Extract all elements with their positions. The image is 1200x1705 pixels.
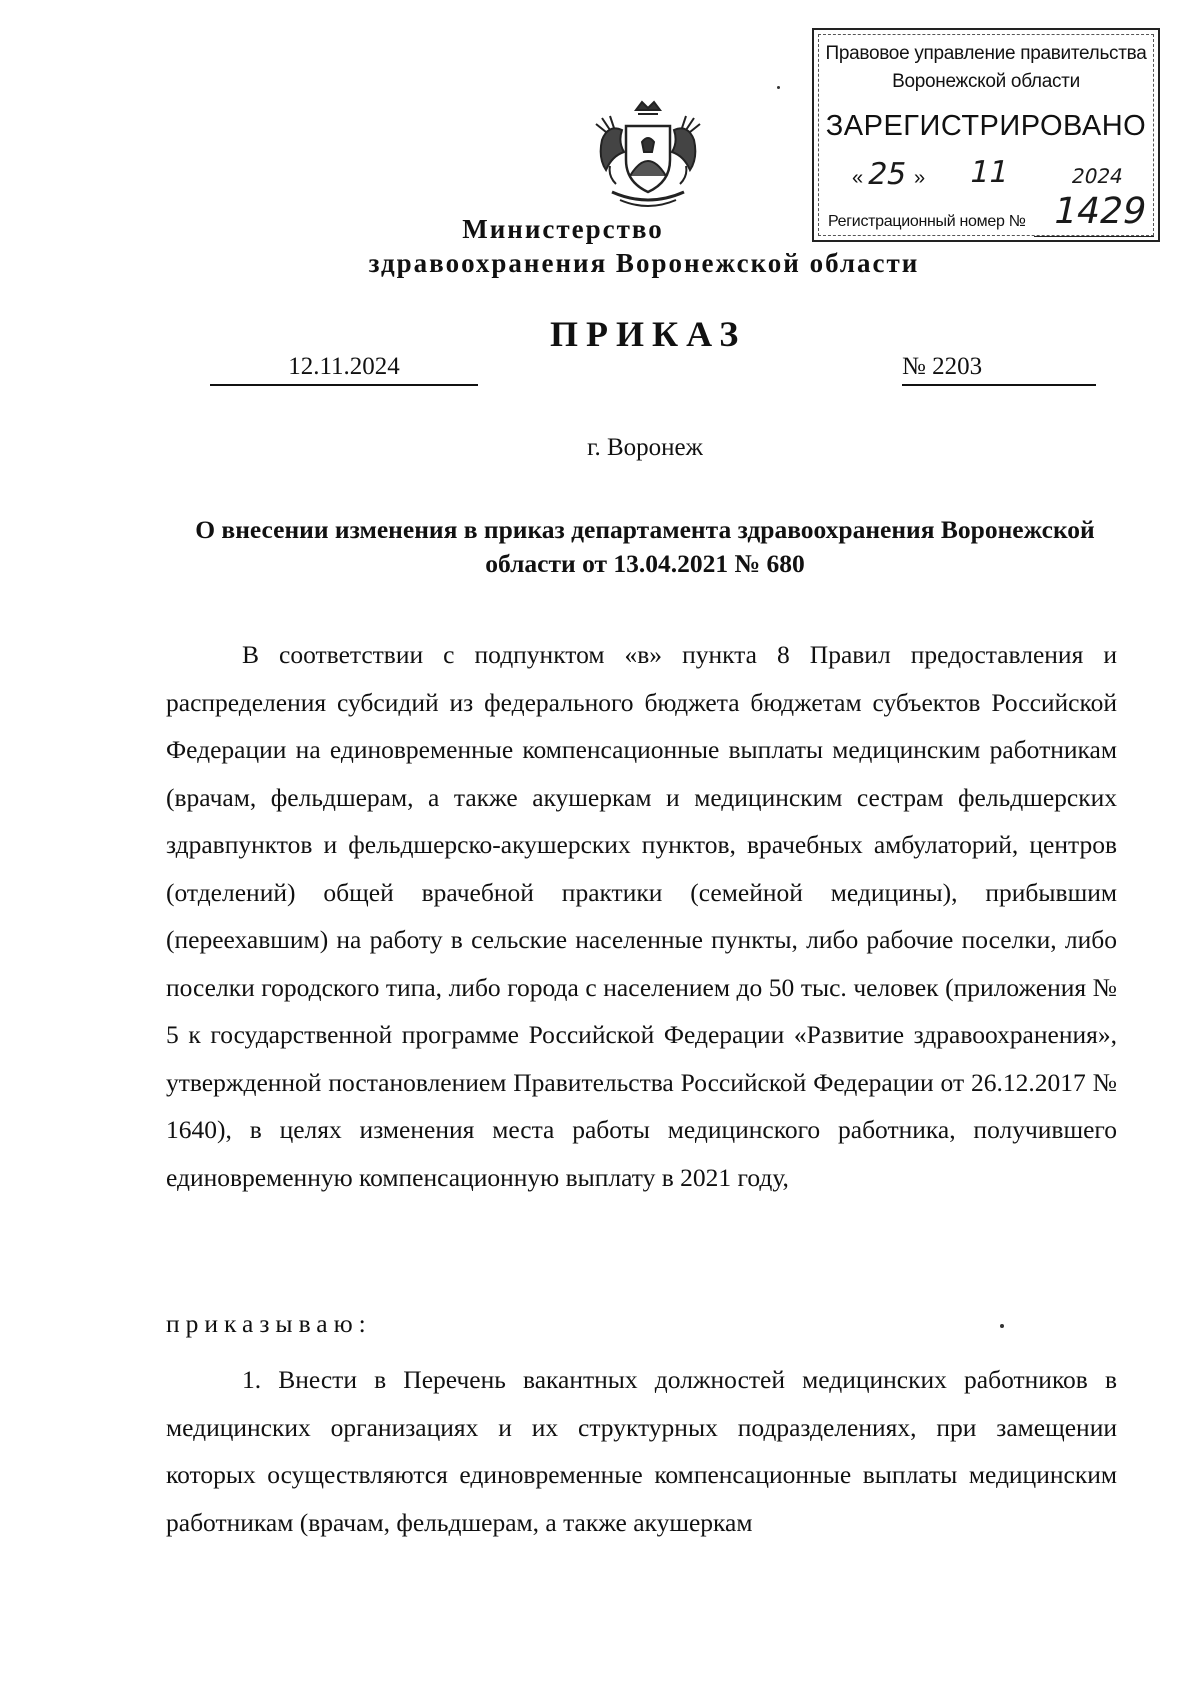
ministry-name-line2: здравоохранения Воронежской области	[368, 248, 920, 278]
ministry-name-line1: Министерство	[462, 214, 664, 244]
document-type: ПРИКАЗ	[550, 314, 747, 354]
document-title: О внесении изменения в приказ департамента здравоохранения Воронежской области от 13.04.2021 № 680	[195, 515, 1095, 578]
document-number-underline	[902, 384, 1096, 386]
registration-stamp	[812, 28, 1160, 242]
document-date: 12.11.2024	[288, 353, 400, 380]
stamp-date-month: 11	[966, 155, 1013, 190]
city: г. Воронеж	[587, 434, 703, 461]
body-paragraph-2: 1. Внести в Перечень вакантных должностей медицинских работников в медицинских организациях и их структурных подразделениях, при замещении которых осуществляются единовременные компенсационные выплаты медицинским работникам (врачам, фельдшерам, а также акушеркам	[166, 1365, 1117, 1537]
stamp-date-year: 2024	[1069, 164, 1126, 188]
stamp-organization-line2: Воронежской области	[892, 71, 1080, 92]
stamp-date-day: 25	[864, 157, 911, 192]
stamp-regnum: 1429	[1049, 191, 1151, 232]
voronezh-coat-of-arms-icon	[592, 96, 704, 212]
stamp-regnum-label: Регистрационный номер №	[828, 213, 1026, 230]
stamp-quote-open: «	[852, 167, 864, 189]
body-paragraph-1: В соответствии с подпунктом «в» пункта 8 Правил предоставления и распределения субсидий из федерального бюджета бюджетам субъектов Российской Федерации на единовременные компенсационные выплаты медицинским работникам (врачам, фельдшерам, а также акушеркам и медицинским сестрам фельдшерских здравпунктов и фельдшерско-акушерских пунктов, врачебных амбулаторий, центров (отделений) общей врачебной практики (семейной медицины), прибывшим (переехавшим) на работу в сельские населенные пункты, либо рабочие поселки, либо поселки городского типа, либо города с населением до 50 тыс. человек (приложения № 5 к государственной программе Российской Федерации «Развитие здравоохранения», утвержденной постановлением Правительства Российской Федерации от 26.12.2017 № 1640), в целях изменения места работы медицинского работника, получившего единовременную компенсационную выплату в 2021 году,	[166, 640, 1117, 1192]
document-number: № 2203	[902, 353, 983, 380]
stamp-quote-close: »	[914, 167, 926, 189]
document-date-underline	[210, 384, 478, 386]
stamp-organization-line1: Правовое управление правительства	[825, 43, 1147, 64]
order-word: приказываю:	[166, 1309, 372, 1338]
scan-speck	[1000, 1324, 1004, 1328]
scan-speck	[777, 86, 780, 89]
stamp-regnum-underline	[1034, 236, 1154, 237]
stamp-registered: ЗАРЕГИСТРИРОВАНО	[825, 110, 1147, 142]
